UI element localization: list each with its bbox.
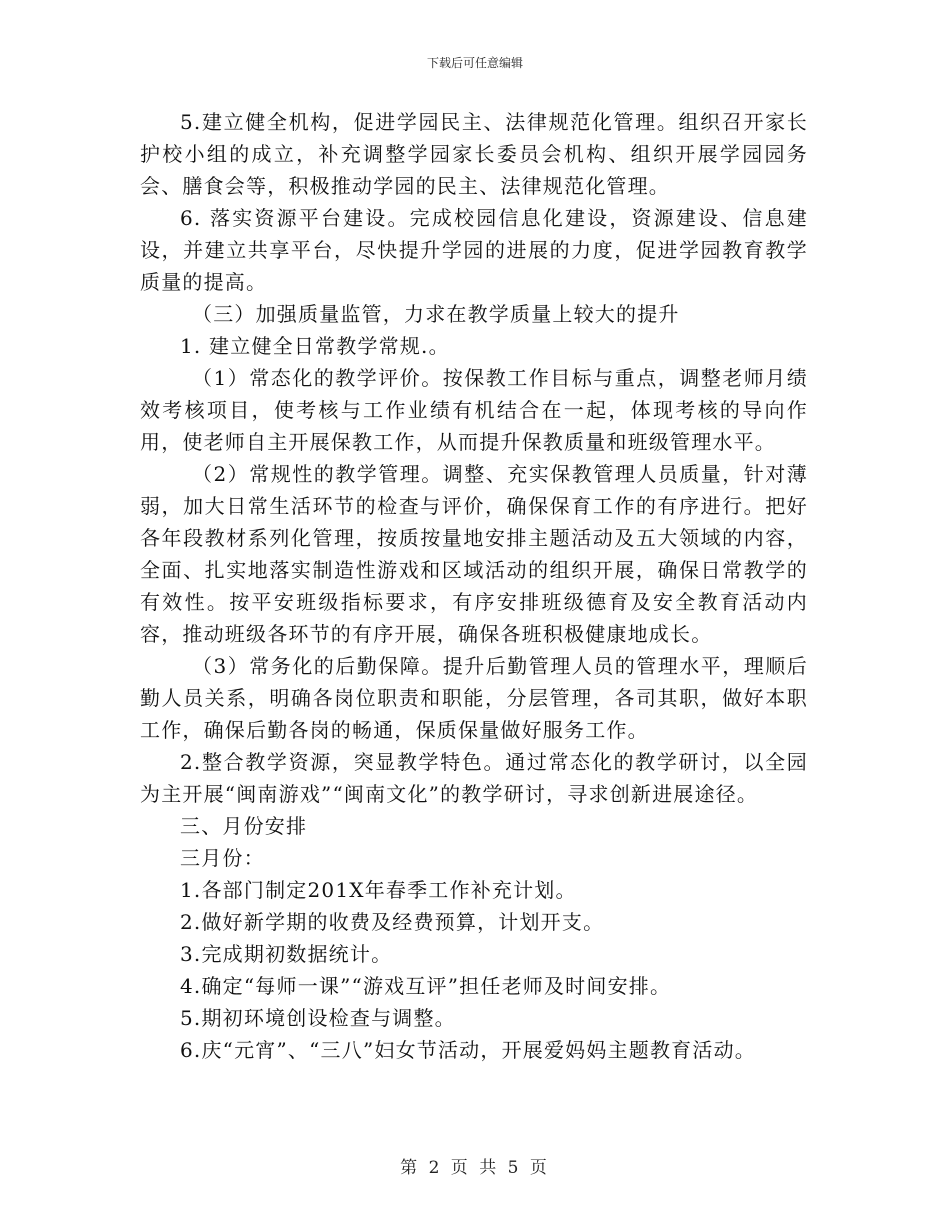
- paragraph-item-5-institutions: 5.建立健全机构，促进学园民主、法律规范化管理。组织召开家长护校小组的成立，补充调整学园家长委员会机构、组织开展学园园务会、膳食会等，积极推动学园的民主、法律规范化管理。: [140, 110, 808, 198]
- paragraph-routine-heading: 1. 建立健全日常教学常规.。: [180, 334, 450, 358]
- list-item: 6.庆“元宵”、“三八”妇女节活动，开展爱妈妈主题教育活动。: [180, 1038, 756, 1062]
- list-item: 3.完成期初数据统计。: [180, 942, 393, 966]
- page-footer-number: 第 2 页 共 5 页: [400, 1158, 550, 1178]
- paragraph-teaching-management: （2）常规性的教学管理。调整、充实保教管理人员质量，针对薄弱，加大日常生活环节的检查与评价，确保保育工作的有序进行。把好各年段教材系列化管理，按质按量地安排主题活动及五大领域的内容，全面、扎实地落实制造性游戏和区域活动的组织开展，确保日常教学的有效性。按平安班级指标要求，有序安排班级德育及安全教育活动内容，推动班级各环节的有序开展，确保各班积极健康地成长。: [140, 462, 808, 646]
- section-heading-quality: （三）加强质量监管，力求在教学质量上较大的提升: [192, 302, 680, 326]
- paragraph-item-6-resources: 6. 落实资源平台建设。完成校园信息化建设，资源建设、信息建设，并建立共享平台，尽快提升学园的进展的力度，促进学园教育教学质量的提高。: [140, 206, 808, 294]
- paragraph-evaluation: （1）常态化的教学评价。按保教工作目标与重点，调整老师月绩效考核项目，使考核与工作业绩有机结合在一起，体现考核的导向作用，使老师自主开展保教工作，从而提升保教质量和班级管理水平。: [140, 366, 808, 454]
- subheading-march: 三月份：: [180, 846, 265, 870]
- document-body: [140, 106, 808, 1066]
- list-item: 2.做好新学期的收费及经费预算，计划开支。: [180, 910, 605, 934]
- section-heading-monthly-schedule: 三、月份安排: [180, 814, 308, 838]
- list-item: 4.确定“每师一课”“游戏互评”担任老师及时间安排。: [180, 974, 672, 998]
- paragraph-logistics: （3）常务化的后勤保障。提升后勤管理人员的管理水平，理顺后勤人员关系，明确各岗位职责和职能，分层管理，各司其职，做好本职工作，确保后勤各岗的畅通，保质保量做好服务工作。: [140, 654, 808, 742]
- page-header-note: 下载后可任意编辑: [426, 56, 523, 70]
- list-item: 1.各部门制定201X年春季工作补充计划。: [180, 878, 577, 902]
- paragraph-teaching-resources: 2.整合教学资源，突显教学特色。通过常态化的教学研讨，以全园为主开展“闽南游戏”“闽南文化”的教学研讨，寻求创新进展途径。: [140, 750, 808, 806]
- list-item: 5.期初环境创设检查与调整。: [180, 1006, 456, 1030]
